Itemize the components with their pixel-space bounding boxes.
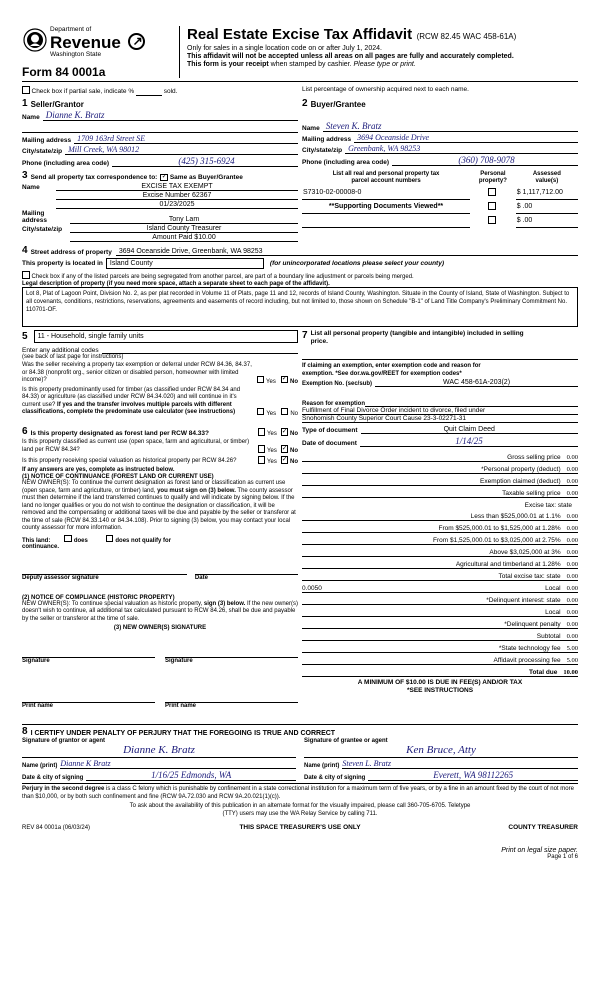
located-in-hint: (for unincorporated locations please select your county) xyxy=(269,260,444,267)
continuance-label: continuance. xyxy=(22,543,60,550)
grantee-signature-value[interactable]: Ken Bruce, Atty xyxy=(304,744,578,758)
line-state-technology-fee: *State technology fee 5.00 xyxy=(302,641,578,653)
section-3-number: 3 xyxy=(22,170,28,181)
line-bracket-1: Less than $525,000.01 at 1.1% 0.00 xyxy=(302,509,578,521)
signature-label-1: Signature xyxy=(22,658,50,664)
grantee-signature-label: Signature of grantee or agent xyxy=(304,738,388,744)
page-number: Page 1 of 6 xyxy=(547,854,578,860)
section-4-address xyxy=(22,245,578,327)
section-7-personal-property xyxy=(302,330,578,423)
if-any-note: If any answers are yes, complete as instructed below. xyxy=(22,467,175,473)
same-as-buyer-checkbox[interactable] xyxy=(160,174,168,182)
form-title: Real Estate Excise Tax Affidavit (RCW 82.45 WAC 458-61A) xyxy=(187,26,517,43)
legal-paper-note: Print on legal size paper. xyxy=(501,847,578,854)
corr-line6: Amount Paid $10.00 xyxy=(70,234,298,242)
buyer-citystatezip-value[interactable]: Greenbank, WA 98253 xyxy=(345,144,578,154)
seller-citystatezip-label: City/state/zip xyxy=(22,148,63,155)
corr-mailing-label: Mailing address xyxy=(22,210,47,224)
line-local: 0.0050 Local 0.00 xyxy=(302,581,578,593)
partial-sale-checkbox[interactable] xyxy=(22,86,30,94)
section-8-number: 8 xyxy=(22,726,28,737)
exemption-instructions: If claiming an exemption, enter exemption code and reason for exemption. *See dor.wa.gov/REET for exemption codes* xyxy=(302,363,481,377)
print-footer xyxy=(22,847,578,860)
state-seal-icon xyxy=(22,27,48,53)
grantor-printname-label: Name (print) xyxy=(22,763,58,769)
parcel-number-0[interactable]: S7310-02-00008-0 xyxy=(302,186,470,200)
assessor-signature-label: Deputy assessor signature xyxy=(22,574,99,581)
section-1-number: 1 xyxy=(22,98,28,109)
form-subtitle-2: This affidavit will not be accepted unless all areas on all pages are fully and accurately completed. xyxy=(187,53,514,60)
notice-continuance-text: NEW OWNER(S): To continue the current designation as forest land or classification as current use (open space, farm and agriculture, or timber) land, you must sign on (3) below. The county assessor must then determine if the land transferred continues to qualify and will indicate by signing below. If the land no longer qualifies or you do not wish to continue the designation or classification, it will be removed and the compensating or additional taxes will be due and payable by the seller or transferor at the time of sale (RCW 84.33.140 or 84.34.108). Prior to signing (3) below, you may contact your local county assessor for more information. xyxy=(22,480,296,531)
section-6-number: 6 xyxy=(22,426,28,437)
new-owner-printname-2[interactable] xyxy=(165,684,298,703)
minimum-due-note: A MINIMUM OF $10.00 IS DUE IN FEE(S) AND/OR TAX *SEE INSTRUCTIONS xyxy=(357,679,523,694)
buyer-phone-label: Phone (including area code) xyxy=(302,159,390,166)
printname-label-2: Print name xyxy=(165,703,197,709)
buyer-mailing-value[interactable]: 3694 Oceanside Drive xyxy=(354,133,578,143)
grantor-signature-label: Signature of grantor or agent xyxy=(22,738,106,744)
timber-question: Is this property predominantly used for timber (as classified under RCW 84.34 and 84.33) or agriculture (as classified under RCW 84.34.020) and will continue in it's current use? If yes and the transfer involves multiple parcels with different classifications, complete the predominate use calculator (see instructions) xyxy=(22,386,241,415)
grantor-date-value[interactable]: 1/16/25 Edmonds, WA xyxy=(86,770,296,781)
table-row xyxy=(302,214,578,228)
historic-question: Is this property receiving special valuation as historical property per RCW 84.26? xyxy=(22,457,237,464)
section-1-title: Seller/Grantor xyxy=(30,100,84,109)
grantee-date-value[interactable]: Everett, WA 98112265 xyxy=(368,770,578,781)
s6q2-no-checkbox[interactable] xyxy=(281,445,289,453)
s6q3-yes-checkbox[interactable] xyxy=(258,456,266,464)
seller-mailing-label: Mailing address xyxy=(22,137,72,144)
printname-label-1: Print name xyxy=(22,703,54,709)
line-excise-tax-state: Excise tax: state xyxy=(524,502,572,509)
form-subtitle-3: This form is your receipt when stamped by cashier. Please type or print. xyxy=(187,61,416,68)
exemption-reason-label: Reason for exemption xyxy=(302,401,366,407)
section-2-title: Buyer/Grantee xyxy=(310,100,366,109)
section-7-title: List all personal property (tangible and intangible) included in selling price. xyxy=(310,330,524,345)
line-delinquent-interest-local: Local 0.00 xyxy=(302,605,578,617)
department-label: Department of xyxy=(50,26,92,33)
exemption-code-value[interactable]: WAC 458-61A-203(2) xyxy=(375,379,578,387)
section-1-seller xyxy=(22,98,298,167)
line-bracket-3: From $1,525,000.01 to $3,025,000 at 2.75% 0.00 xyxy=(302,533,578,545)
does-not-qualify-checkbox[interactable] xyxy=(106,535,114,543)
q2-yes-checkbox[interactable] xyxy=(257,408,265,416)
s6q1-no-checkbox[interactable] xyxy=(281,428,289,436)
exemption-question: Was the seller receiving a property tax exemption or deferral under RCW 84.36, 84.37, or 84.38 (nonprofit org., senior citizen or disabled person, homeowner with limited income)? xyxy=(22,362,252,383)
revision-number: REV 84 0001a (06/03/24) xyxy=(22,824,91,831)
line-subtotal: Subtotal 0.00 xyxy=(302,629,578,641)
table-row xyxy=(302,200,578,214)
new-owner-signature-1[interactable] xyxy=(22,639,155,658)
new-owner-signature-title: (3) NEW OWNER(S) SIGNATURE xyxy=(113,625,207,631)
exemption-reason-value-1[interactable]: Fulfillment of Final Divorce Order incident to divorce, filed under xyxy=(302,407,578,415)
s6q1-yes-checkbox[interactable] xyxy=(258,428,266,436)
notice-continuance-title: (1) NOTICE OF CONTINUANCE (FOREST LAND OR CURRENT USE) xyxy=(22,474,214,480)
document-type-value[interactable]: Quit Claim Deed xyxy=(361,426,579,434)
line-taxable-selling-price: Taxable selling price 0.00 xyxy=(302,486,578,498)
s6q2-yes-checkbox[interactable] xyxy=(258,445,266,453)
table-row xyxy=(302,186,578,200)
local-rate: 0.0050 xyxy=(302,585,322,592)
corr-name-label: Name xyxy=(22,184,40,191)
line-agricultural: Agricultural and timberland at 1.28% 0.00 xyxy=(302,557,578,569)
line-gross-selling-price: Gross selling price 0.00 xyxy=(302,450,578,462)
this-land-label: This land: xyxy=(22,537,51,544)
section-2-buyer xyxy=(302,98,578,167)
additional-codes-label: Enter any additional codes xyxy=(22,347,99,354)
ada-notice-1: To ask about the availability of this publication in an alternate format for the visually impaired, please call 360-705-6705. Teletype xyxy=(129,803,471,809)
see-back-note: (see back of last page for instructions) xyxy=(22,354,124,360)
form-number: Form 84 0001a xyxy=(22,65,106,79)
corr-name-value[interactable]: EXCISE TAX EXEMPT xyxy=(56,183,298,191)
parcel-col-header: List all real and personal property tax parcel account numbers xyxy=(332,171,440,184)
county-select[interactable]: Island County xyxy=(106,258,264,269)
parcel-number-1[interactable]: **Supporting Documents Viewed** xyxy=(302,200,470,214)
use-code-select[interactable]: 11 - Household, single family units xyxy=(34,330,298,343)
buyer-phone-value[interactable]: (360) 708-9078 xyxy=(392,155,578,166)
partial-sale-label: Check box if partial sale, indicate % xyxy=(31,88,135,95)
segregated-label: Check box if any of the listed parcels are being segregated from another parcel, are part of a boundary line adjustment or parcels being merged. xyxy=(31,274,414,280)
affidavit-sheet xyxy=(22,26,578,932)
corr-line5: Island County Treasurer xyxy=(70,225,298,233)
form-subtitle-1: Only for sales in a single location code on or after July 1, 2024. xyxy=(187,45,382,52)
q1-no-checkbox[interactable] xyxy=(281,376,289,384)
assessed-value-1[interactable]: $ .00 xyxy=(516,200,578,214)
grantee-printname-value[interactable]: Steven L. Bratz xyxy=(342,759,578,769)
line-total-due: Total due 10.00 xyxy=(302,665,578,677)
line-delinquent-penalty: *Delinquent penalty 0.00 xyxy=(302,617,578,629)
exemption-code-label: Exemption No. (sec/sub) xyxy=(302,381,373,387)
personal-property-col-header: Personal property? xyxy=(478,171,507,184)
section-5-use-code: 5 11 - Household, single family units Enter any additional codes (see back of last page for instructions) Was the seller receiving a property tax exemption or deferral under RCW 84.36, 84.37, or 84.38 (nonprofit org., senior citizen or disabled person, homeowner with limited income)? Yes ✓ No Is this property predominantly used for timber (as classified under RCW 84.34 and 84.33) or agriculture (as classified under RCW 84.34.020) and will continue in it's current use? If yes and the transfer involves multiple parcels with different classifications, complete the predominate use calculator (see instructions) Yes No xyxy=(22,330,298,423)
current-use-question: Is this property classified as current use (open space, farm and agricultural, or timber) land per RCW 84.34? xyxy=(22,439,250,453)
located-in-label: This property is located in xyxy=(22,260,103,267)
section-6-designations: 6 Is this property designated as forest land per RCW 84.33? Yes ✓ No Is this property classified as current use (open space, farm and agricultural, or timber) land per RCW 84.34? Yes ✓ No Is this property receiving special valuation as historical property per RCW 84.26? Yes ✓ No If any answers are yes, complete as instructed below. (1) NOTICE OF CONTINUANCE (FOREST LAND OR CURRENT USE) NEW OWNER(S): To continue the current designation as forest land or classification as current use (open space, farm and agriculture, or timber) land, you must sign on (3) below. The county assessor must then determine if the land transferred continues to qualify and will indicate by signing below. If the land no longer qualifies or you do not wish to continue the designation or classification, it will be removed and the compensating or additional taxes will be due and payable by the seller or transferor at the time of sale (RCW 84.33.140 or 84.34.108). Prior to signing (3) below, you may contact your local county assessor for more information. This land: does does not qualify for continuance. Deputy assessor signature Date (2) NOTICE OF COMPLIANCE (HISTORIC PROPERTY) NEW OWNER(S): To continue special valuation as historic property, sign (3) below. If the new owner(s) doesn't wish to continue, all additional tax calculated pursuant to RCW 84.26, shall be due and payable by the seller or transferor at the time of sale. (3) NEW OWNER(S) SIGNATURE Signature Signature Print name Print name xyxy=(22,426,298,721)
notice-compliance-title: (2) NOTICE OF COMPLIANCE (HISTORIC PROPERTY) xyxy=(22,594,175,601)
section-3-correspondence xyxy=(22,170,298,242)
buyer-name-label: Name xyxy=(302,125,320,132)
assessed-value-col-header: Assessed value(s) xyxy=(532,171,561,184)
document-type-label: Type of document xyxy=(302,427,358,434)
notice-compliance-text: NEW OWNER(S): To continue special valuation as historic property, sign (3) below. If the new owner(s) doesn't wish to continue, all additional tax calculated pursuant to RCW 84.26, shall be due and payable by the seller or transferor at the time of sale. xyxy=(22,600,299,622)
parcel-table xyxy=(302,170,578,242)
buyer-mailing-label: Mailing address xyxy=(302,136,352,143)
buyer-citystatezip-label: City/state/zip xyxy=(302,147,343,154)
partial-sale-row xyxy=(22,86,578,96)
grantee-date-label: Date & city of signing xyxy=(304,775,366,781)
county-treasurer-label: COUNTY TREASURER xyxy=(508,824,578,831)
section-8-certification xyxy=(22,724,578,781)
washington-state-label: Washington State xyxy=(50,51,102,58)
line-total-excise-state: Total excise tax: state 0.00 xyxy=(302,569,578,581)
personal-property-checkbox-0[interactable] xyxy=(488,188,496,196)
same-as-buyer-label: Same as Buyer/Grantee xyxy=(169,174,243,181)
tax-calculation xyxy=(302,426,578,721)
treasurer-space-label: THIS SPACE TREASURER'S USE ONLY xyxy=(239,824,361,831)
grantee-printname-label: Name (print) xyxy=(304,763,340,769)
ownership-pct-label: List percentage of ownership acquired next to each name. xyxy=(302,86,469,93)
section-5-number: 5 xyxy=(22,331,28,342)
parcel-number-2[interactable] xyxy=(302,214,470,228)
ada-notice-2: (TTY) users may use the WA Relay Service by calling 711. xyxy=(222,810,378,817)
document-date-value[interactable]: 1/14/25 xyxy=(360,436,578,447)
corr-line3: 01/23/2025 xyxy=(56,201,298,209)
buyer-name-value[interactable]: Steven K. Bratz xyxy=(323,121,578,132)
corr-citystatezip-label: City/state/zip xyxy=(22,226,63,233)
section-2-number: 2 xyxy=(302,98,308,109)
q1-yes-checkbox[interactable] xyxy=(257,376,265,384)
seller-phone-value[interactable]: (425) 315-6924 xyxy=(112,156,298,167)
seller-mailing-value[interactable]: 1709 163rd Street SE xyxy=(74,134,298,144)
seller-name-value[interactable]: Dianne K. Bratz xyxy=(43,110,298,121)
line-bracket-2: From $525,000.01 to $1,525,000 at 1.28% 0.00 xyxy=(302,521,578,533)
section-3-title: Send all property tax correspondence to: xyxy=(30,174,158,181)
assessed-value-0[interactable]: $ 1,117,712.00 xyxy=(516,186,578,200)
corr-line2: Excise Number 62367 xyxy=(56,192,298,200)
property-address-value[interactable]: 3694 Oceanside Drive, Greenbank, WA 98253 xyxy=(116,248,578,256)
section-4-title: Street address of property xyxy=(30,249,112,256)
revenue-label: Revenue ↗ xyxy=(50,33,143,52)
line-delinquent-interest-state: *Delinquent interest: state 0.00 xyxy=(302,593,578,605)
does-qualify-checkbox[interactable] xyxy=(64,535,72,543)
grantor-date-label: Date & city of signing xyxy=(22,775,84,781)
assessor-date-label: Date xyxy=(194,574,208,581)
legal-description-label: Legal description of property (if you need more space, attach a separate sheet to each page of the affidavit). xyxy=(22,281,330,287)
assessed-value-2[interactable]: $ .00 xyxy=(516,214,578,228)
personal-property-checkbox-1[interactable] xyxy=(488,202,496,210)
footer-row xyxy=(22,824,578,831)
line-affidavit-processing-fee: Affidavit processing fee 5.00 xyxy=(302,653,578,665)
section-4-number: 4 xyxy=(22,245,28,256)
forest-land-question: Is this property designated as forest land per RCW 84.33? xyxy=(30,430,209,437)
new-owner-signature-2[interactable] xyxy=(165,639,298,658)
line-personal-property: *Personal property (deduct) 0.00 xyxy=(302,462,578,474)
form-header xyxy=(22,26,578,82)
exemption-reason-value-2[interactable]: Snohomish County Superior Court Cause 23-3-02271-31 xyxy=(302,415,578,423)
personal-property-checkbox-2[interactable] xyxy=(488,216,496,224)
agency-block xyxy=(22,26,172,79)
line-exemption-claimed: Exemption claimed (deduct) 0.00 xyxy=(302,474,578,486)
new-owner-printname-1[interactable] xyxy=(22,684,155,703)
grantor-signature-value[interactable]: Dianne K. Bratz xyxy=(22,744,296,758)
partial-sale-check[interactable] xyxy=(22,86,177,96)
section-8-title: I CERTIFY UNDER PENALTY OF PERJURY THAT THE FOREGOING IS TRUE AND CORRECT xyxy=(30,730,336,737)
segregated-checkbox[interactable] xyxy=(22,271,30,279)
seller-name-label: Name xyxy=(22,114,40,121)
corr-line4: Tony Lam xyxy=(70,216,298,224)
q2-no-checkbox[interactable] xyxy=(281,408,289,416)
line-bracket-4: Above $3,025,000 at 3% 0.00 xyxy=(302,545,578,557)
section-7-number: 7 xyxy=(302,330,308,341)
sold-label: sold. xyxy=(163,88,178,95)
document-date-label: Date of document xyxy=(302,440,357,447)
seller-phone-label: Phone (including area code) xyxy=(22,160,110,167)
header-divider xyxy=(179,26,180,78)
s6q3-no-checkbox[interactable] xyxy=(281,456,289,464)
seller-citystatezip-value[interactable]: Mill Creek, WA 98012 xyxy=(65,145,298,155)
legal-description-text[interactable]: Lot 8, Plat of Lagoon Point, Division No. 2, as per plat recorded in Volume 11 of Plats, page 11 and 12, records of Island County, Washington. Situate in the County of Island, State of Washington. Subject to all covenants, conditions, restrictions, reservations, agreements and easements of record including, but not limited to, those shown on Schedule "B-1" of Land Title Company's Preliminary Commitment No. 110701-OF. xyxy=(22,287,578,327)
perjury-notice: Perjury in the second degree is a class C felony which is punishable by confinement in a state correctional institution for a maximum term of five years, or by a fine in an amount fixed by the court of not more than $10,000, or by both such confinement and fine (RCW 9A.72.030 and RCW 9A.20.021(1)(c)). To ask about the availability of this publication in an alternate format for the visually impaired, please call 360-705-6705. Teletype (TTY) users may use the WA Relay Service by calling 711. xyxy=(22,783,578,818)
signature-label-2: Signature xyxy=(165,658,193,664)
grantor-printname-value[interactable]: Dianne K Bratz xyxy=(60,759,296,769)
